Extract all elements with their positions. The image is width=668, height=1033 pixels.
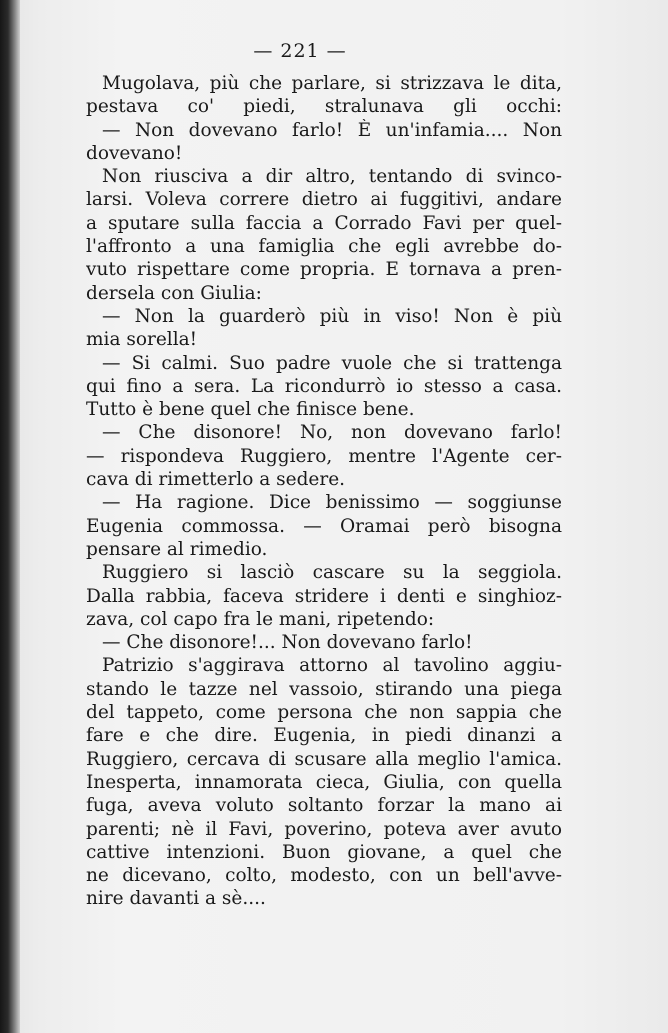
text-line: parenti; nè il Favi, poverino, poteva aver avuto bbox=[86, 818, 562, 840]
text-line: l'affronto a una famiglia che egli avrebbe do- bbox=[86, 236, 562, 258]
text-line: Ruggiero, cercava di scusare alla meglio l'amica. bbox=[86, 748, 562, 770]
text-line: — rispondeva Ruggiero, mentre l'Agente cer- bbox=[86, 445, 562, 467]
text-line: Ruggiero si lasciò cascare su la seggiola. bbox=[102, 562, 562, 584]
text-line: pensare al rimedio. bbox=[86, 538, 268, 560]
text-line: qui fino a sera. La ricondurrò io stesso a casa. bbox=[86, 375, 562, 397]
page-number: — 221 — bbox=[253, 40, 347, 62]
text-line: ne dicevano, colto, modesto, con un bell'avve- bbox=[86, 865, 562, 887]
text-line: — Ha ragione. Dice benissimo — soggiunse bbox=[102, 492, 562, 514]
book-spine-shadow bbox=[0, 0, 20, 1033]
text-line: stando le tazze nel vassoio, stirando una piega bbox=[86, 678, 562, 700]
text-line: Inesperta, innamorata cieca, Giulia, con quella bbox=[86, 771, 562, 793]
text-line: Patrizio s'aggirava attorno al tavolino aggiu- bbox=[102, 655, 562, 677]
text-line: a sputare sulla faccia a Corrado Favi per quel- bbox=[86, 212, 562, 234]
text-line: Mugolava, più che parlare, si strizzava le dita, bbox=[102, 73, 562, 94]
text-line: — Che disonore!... Non dovevano farlo! bbox=[102, 632, 473, 654]
text-line: vuto rispettare come propria. E tornava a pren- bbox=[86, 259, 562, 281]
text-line: Dalla rabbia, faceva stridere i denti e singhioz- bbox=[86, 585, 562, 607]
text-line: pestava co' piedi, stralunava gli occhi: bbox=[86, 96, 562, 118]
text-line: cava di rimetterlo a sedere. bbox=[86, 469, 346, 491]
text-line: fare e che dire. Eugenia, in piedi dinanzi a bbox=[86, 725, 562, 747]
text-line: dovevano! bbox=[86, 142, 183, 164]
text-line: zava, col capo fra le mani, ripetendo: bbox=[86, 608, 435, 630]
text-line: mia sorella! bbox=[86, 329, 198, 351]
text-line: Eugenia commossa. — Oramai però bisogna bbox=[86, 515, 562, 537]
text-line: — Che disonore! No, non dovevano farlo! bbox=[102, 422, 562, 444]
text-line: — Non la guarderò più in viso! Non è più bbox=[102, 305, 562, 327]
text-line: — Si calmi. Suo padre vuole che si trattenga bbox=[102, 352, 562, 374]
text-line: Non riusciva a dir altro, tentando di svinco- bbox=[102, 166, 562, 188]
text-line: — Non dovevano farlo! È un'infamia.... Non bbox=[102, 119, 562, 141]
text-line: cattive intenzioni. Buon giovane, a quel che bbox=[86, 841, 562, 863]
text-line: dersela con Giulia: bbox=[86, 282, 262, 304]
text-line: nire davanti a sè.... bbox=[86, 888, 266, 910]
text-line: fuga, aveva voluto soltanto forzar la mano ai bbox=[86, 795, 562, 817]
text-line: larsi. Voleva correre dietro ai fuggitivi, andare bbox=[86, 189, 562, 211]
body-text bbox=[86, 72, 562, 911]
text-line: Tutto è bene quel che finisce bene. bbox=[86, 399, 415, 421]
text-line: del tappeto, come persona che non sappia che bbox=[86, 702, 562, 724]
